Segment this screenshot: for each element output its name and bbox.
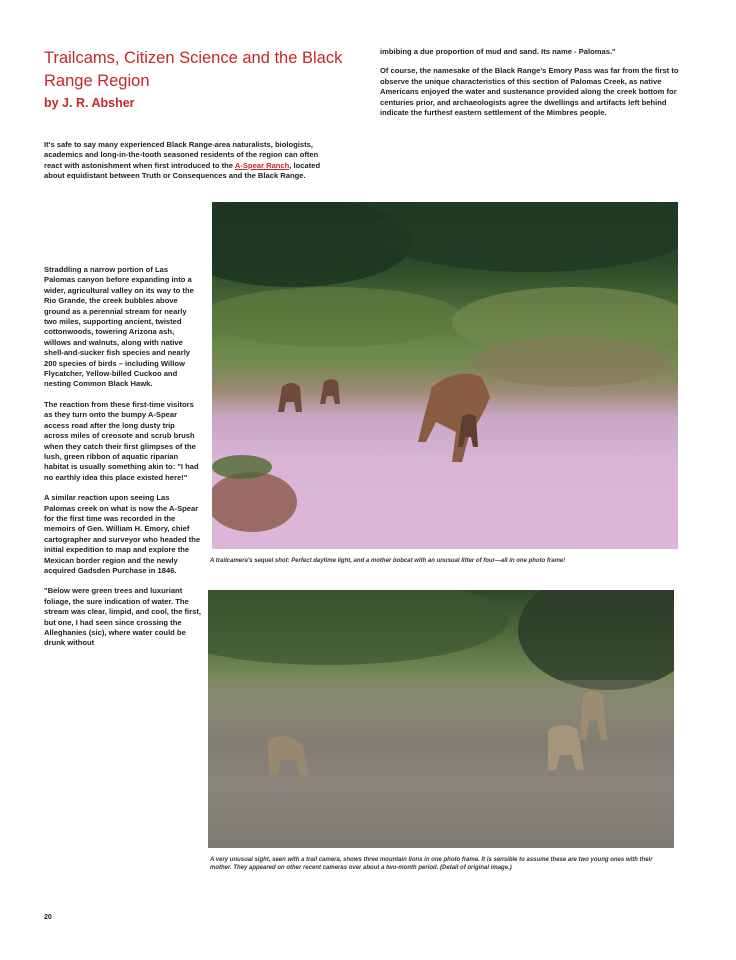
kitten-shape [278, 383, 302, 412]
page-number: 20 [44, 914, 52, 921]
left-column-intro [44, 140, 326, 182]
paragraph-3: The reaction from these first-time visitors as they turn onto the bumpy A-Spear access road after the long dusty trip across miles of creosote and scrub brush when they catch their first glimpses of the lush, green ribbon of aquatic riparian habitat is usually something akin to: "I had no earthly idea this place existed here!" [44, 399, 199, 482]
intro-text: It's safe to say many experienced Black Range-area naturalists, biologists, academics and long-in-the-tooth seasoned residents of the region can often react with astonishment when first introduced to the [44, 140, 319, 170]
kitten-shape [320, 379, 340, 404]
article-title: Trailcams, Citizen Science and the Black Range Region [44, 49, 343, 90]
mountain-lion-trailcam-photo [208, 590, 674, 848]
a-spear-ranch-link[interactable]: A-Spear Ranch [234, 160, 290, 170]
photo1-caption: A trailcamera's sequel shot: Perfect daytime light, and a mother bobcat with an unusual litter of four—all in one photo frame! [210, 558, 566, 564]
intro-text-tail: , located about equidistant between Truth or Consequences and the Black Range. [44, 160, 321, 181]
right-paragraph-2: Of course, the namesake of the Black Range's Emory Pass was far from the first to observe the unique characteristics of this section of Palomas Creek, as native Americans enjoyed the water and sustenance provided along the creek bottom for centuries prior, and archaeologists agree the dwellings and artifacts left behind indicate the furthest eastern settlement of the Mimbres people. [380, 66, 679, 118]
photo2-caption: A very unusual sight, seen with a trail camera, shows three mountain lions in one photo frame. It is sensible to assume these are two young ones with their mother. They appeared on other recent cameras over about a two-month period. (Detail of original image.) [210, 857, 653, 871]
paragraph-2: Straddling a narrow portion of Las Palomas canyon before expanding into a wider, agricultural valley on its way to the Rio Grande, the creek bubbles above ground as a perennial stream for nearly two miles, supporting ancient, twisted cottonwoods, towering Arizona ash, willows and walnuts, along with native shell-and-sucker fish species and nearly 200 species of birds – including Willow Flycatcher, Yellow-billed Cuckoo and nesting Common Black Hawk. [44, 265, 194, 389]
intro-paragraph [44, 140, 326, 182]
bobcat-photo-art [212, 202, 678, 549]
bobcat-trailcam-photo [212, 202, 678, 549]
right-column [380, 47, 680, 127]
mother-bobcat-shape [418, 374, 490, 462]
right-paragraph-1: imbibing a due proportion of mud and sand. Its name - Palomas." [380, 47, 616, 56]
article-byline: by J. R. Absher [44, 96, 135, 110]
paragraph-5: "Below were green trees and luxuriant foliage, the sure indication of water. The stream was clear, limpid, and cool, the first, but one, I had seen since crossing the Alleghanies (sic), where water could be drunk without [44, 586, 201, 648]
paragraph-4: A similar reaction upon seeing Las Palomas creek on what is now the A-Spear for the first time was recorded in the memoirs of Gen. William H. Emory, chief cartographer and surveyor who headed the initial expedition to map and explore the Mexican border region and the newly acquired Gadsden Purchase in 1846. [44, 493, 201, 575]
mountain-lion-photo-art [208, 590, 674, 848]
left-column-body [44, 265, 201, 659]
